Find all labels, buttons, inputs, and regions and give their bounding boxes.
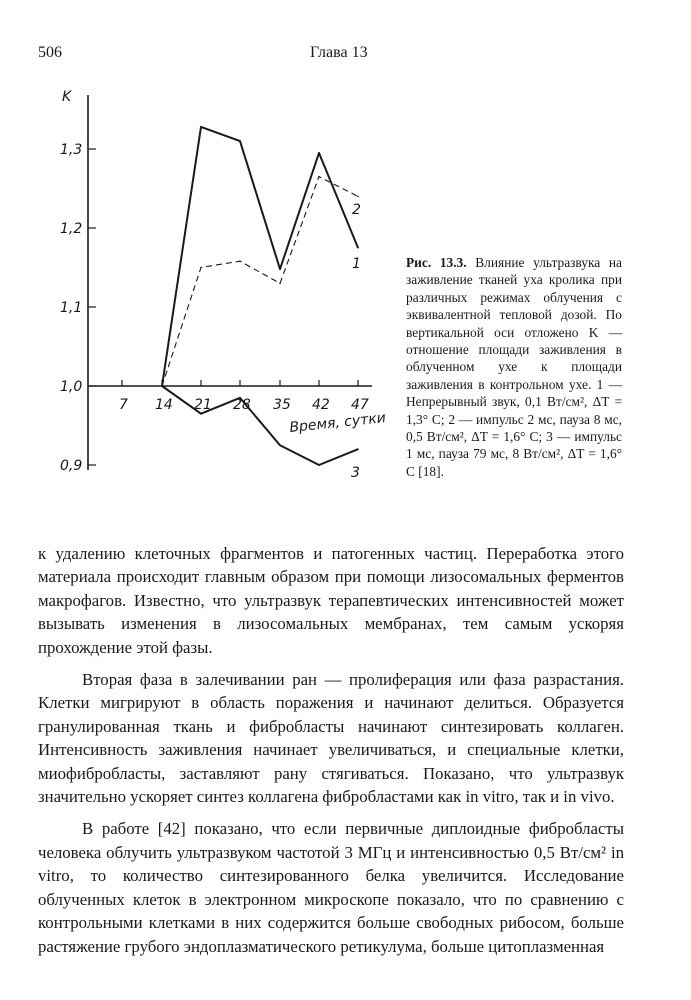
paragraph-3: В работе [42] показано, что если первичные диплоидные фибробласты человека облучить ультразвуком частотой 3 МГц и интенсивностью 0,5 Вт/см² in vitro, то количество синтезированного белка увеличится. Исследование облученных клеток в электронном микроскопе показало, что по сравнению с контрольными клетками в них содержится больше свободных рибосом, больше растяжение грубого эндоплазматического ретикулума, больше цитоплазменная: [38, 819, 624, 956]
y-axis-label: K: [62, 89, 72, 105]
series-label-3: 3: [351, 465, 360, 481]
x-tick-label: 14: [155, 397, 173, 413]
series-2-point: [318, 176, 320, 178]
x-tick-label: 42: [312, 397, 330, 413]
x-tick-label: 7: [119, 397, 128, 413]
paragraph-2: Вторая фаза в залечивании ран — пролиферация или фаза разрастания. Клетки мигрируют в область поражения и начинают делиться. Образуется гранулированная ткань и фибробласты начинают синтезировать коллаген. Интенсивность заживления начинает увеличиваться, и специальные клетки, миофибробласты, заставляют рану стягиваться. Показано, что ультразвук значительно ускоряет синтез коллагена фибробластами как in vitro, так и in vivo.: [38, 670, 624, 807]
series-1-point: [318, 152, 320, 154]
series-line-1: [162, 127, 358, 386]
x-axis-label: Время, сутки: [288, 409, 387, 436]
body-text: [38, 542, 624, 958]
series-3-point: [279, 444, 281, 446]
series-2-point: [200, 267, 202, 269]
figure-caption: [406, 254, 622, 480]
series-3-point: [357, 448, 359, 450]
caption-label: Рис. 13.3.: [406, 255, 467, 270]
series-2-point: [239, 260, 241, 262]
figure-chart: [0, 0, 400, 520]
series-2-point: [357, 196, 359, 198]
series-1-point: [357, 247, 359, 249]
series-label-1: 1: [352, 256, 361, 272]
caption-text: Влияние ультразвука на заживление тканей уха кролика при различных режимах облучения с эквивалентной тепловой дозой. По вертикальной оси отложено K — отношение площади заживления в облученном ухе к площади заживления в контрольном ухе. 1 — Непрерывный звук, 0,1 Вт/см², ΔT = 1,3° C; 2 — импульс 2 мс, пауза 8 мс, 0,5 Вт/см², ΔT = 1,6° C; 3 — импульс 1 мс, пауза 79 мс, 8 Вт/см², ΔT = 1,6° C [18].: [406, 255, 622, 479]
series-label-2: 2: [352, 202, 361, 218]
x-tick-label: 21: [194, 397, 212, 413]
page-number: 506: [38, 44, 62, 61]
y-tick-label: 1,2: [60, 221, 83, 237]
x-tick-label: 47: [351, 397, 369, 413]
y-tick-label: 0,9: [60, 458, 83, 474]
series-3-point: [318, 464, 320, 466]
series-1-point: [200, 126, 202, 128]
paragraph-1: к удалению клеточных фрагментов и патогенных частиц. Переработка этого материала происходит главным образом при помощи лизосомальных ферментов макрофагов. Известно, что ультразвук терапевтических интенсивностей может вызывать изменения в лизосомальных мембранах, тем самым ускоряя прохождение этой фазы.: [38, 544, 624, 657]
x-tick-label: 28: [233, 397, 251, 413]
series-2-point: [279, 283, 281, 285]
chart-labels: [60, 89, 387, 481]
y-tick-label: 1,1: [60, 300, 83, 316]
y-tick-label: 1,0: [60, 379, 83, 395]
series-1-point: [239, 140, 241, 142]
chart-axes: [88, 95, 372, 470]
running-title: Глава 13: [310, 44, 368, 61]
y-tick-label: 1,3: [60, 142, 83, 158]
series-1-point: [279, 268, 281, 270]
series-3-point: [200, 413, 202, 415]
series-3-point: [161, 385, 163, 387]
x-tick-label: 35: [273, 397, 291, 413]
